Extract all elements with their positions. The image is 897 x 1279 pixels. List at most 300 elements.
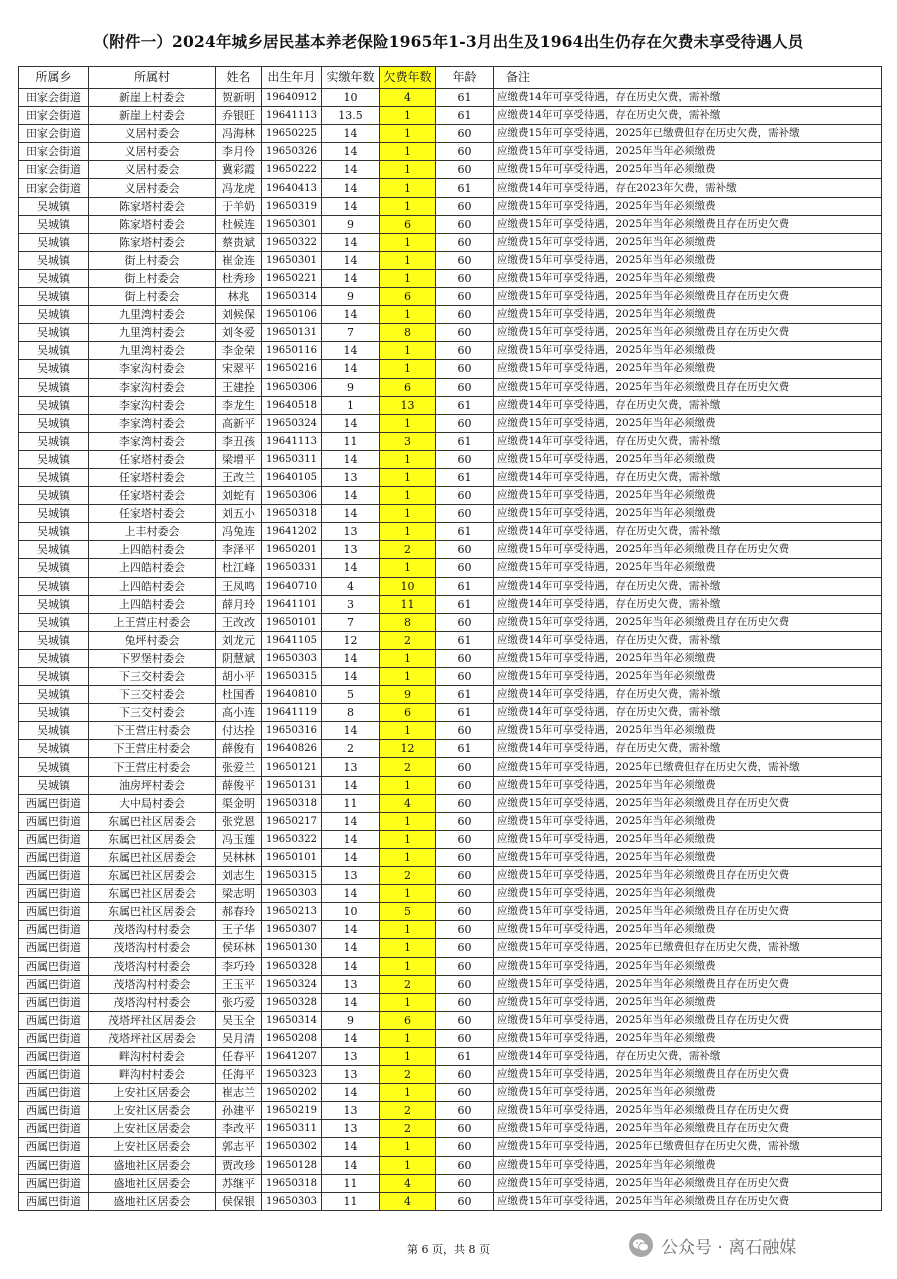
cell-arrears-years: 1 [380, 848, 436, 866]
cell-name: 阴慧斌 [216, 649, 262, 667]
cell-arrears-years: 1 [380, 722, 436, 740]
cell-remarks: 应缴费14年可享受待遇，存在历史欠费，需补缴 [494, 468, 882, 486]
cell-township: 吴城镇 [19, 505, 89, 523]
cell-arrears-years: 1 [380, 233, 436, 251]
cell-age: 61 [436, 89, 494, 107]
cell-age: 60 [436, 360, 494, 378]
cell-paid-years: 1 [322, 396, 380, 414]
cell-name: 刘候保 [216, 306, 262, 324]
cell-arrears-years: 1 [380, 468, 436, 486]
cell-township: 西属巴街道 [19, 1120, 89, 1138]
cell-birth-date: 19640518 [262, 396, 322, 414]
cell-township: 吴城镇 [19, 324, 89, 342]
cell-township: 西属巴街道 [19, 794, 89, 812]
cell-name: 梁志明 [216, 885, 262, 903]
cell-remarks: 应缴费15年可享受待遇，2025年当年必须缴费且存在历史欠费 [494, 541, 882, 559]
cell-village: 任家塔村委会 [89, 450, 216, 468]
cell-village: 陈家塔村委会 [89, 215, 216, 233]
cell-remarks: 应缴费15年可享受待遇，2025年当年必须缴费 [494, 233, 882, 251]
header-township: 所属乡 [19, 67, 89, 89]
cell-name: 李月伶 [216, 143, 262, 161]
cell-village: 上丰村委会 [89, 523, 216, 541]
cell-paid-years: 14 [322, 993, 380, 1011]
cell-arrears-years: 2 [380, 1120, 436, 1138]
cell-paid-years: 14 [322, 1084, 380, 1102]
cell-age: 61 [436, 468, 494, 486]
cell-name: 王改改 [216, 613, 262, 631]
cell-arrears-years: 1 [380, 1138, 436, 1156]
table-row [19, 921, 882, 939]
cell-name: 林兆 [216, 288, 262, 306]
table-row [19, 269, 882, 287]
table-row [19, 360, 882, 378]
cell-age: 60 [436, 306, 494, 324]
cell-paid-years: 14 [322, 179, 380, 197]
cell-village: 李家湾村委会 [89, 414, 216, 432]
cell-village: 李家沟村委会 [89, 396, 216, 414]
cell-paid-years: 11 [322, 1174, 380, 1192]
cell-age: 60 [436, 233, 494, 251]
cell-remarks: 应缴费15年可享受待遇，2025年当年必须缴费且存在历史欠费 [494, 1066, 882, 1084]
cell-paid-years: 8 [322, 704, 380, 722]
cell-village: 东属巴社区居委会 [89, 867, 216, 885]
cell-name: 杜国香 [216, 686, 262, 704]
cell-paid-years: 13 [322, 541, 380, 559]
cell-remarks: 应缴费15年可享受待遇，2025年当年必须缴费 [494, 957, 882, 975]
table-row [19, 668, 882, 686]
cell-birth-date: 19650322 [262, 830, 322, 848]
cell-township: 吴城镇 [19, 740, 89, 758]
cell-township: 吴城镇 [19, 288, 89, 306]
table-row [19, 1047, 882, 1065]
table-row [19, 143, 882, 161]
cell-name: 王子华 [216, 921, 262, 939]
cell-arrears-years: 1 [380, 306, 436, 324]
table-row [19, 649, 882, 667]
cell-paid-years: 14 [322, 1156, 380, 1174]
cell-birth-date: 19650322 [262, 233, 322, 251]
cell-birth-date: 19650318 [262, 1174, 322, 1192]
table-row [19, 378, 882, 396]
cell-township: 西属巴街道 [19, 1138, 89, 1156]
cell-age: 60 [436, 848, 494, 866]
cell-arrears-years: 5 [380, 903, 436, 921]
cell-name: 冯玉莲 [216, 830, 262, 848]
wechat-icon [628, 1232, 654, 1258]
cell-age: 61 [436, 523, 494, 541]
cell-township: 吴城镇 [19, 668, 89, 686]
cell-village: 下罗堡村委会 [89, 649, 216, 667]
cell-remarks: 应缴费15年可享受待遇，2025年当年必须缴费 [494, 414, 882, 432]
cell-age: 60 [436, 830, 494, 848]
cell-age: 60 [436, 1066, 494, 1084]
cell-village: 茂塔沟村村委会 [89, 939, 216, 957]
cell-arrears-years: 6 [380, 288, 436, 306]
table-row [19, 342, 882, 360]
cell-age: 60 [436, 197, 494, 215]
cell-age: 60 [436, 541, 494, 559]
cell-birth-date: 19640826 [262, 740, 322, 758]
cell-birth-date: 19640105 [262, 468, 322, 486]
watermark [628, 1232, 796, 1258]
cell-paid-years: 14 [322, 360, 380, 378]
table-row [19, 577, 882, 595]
cell-township: 西属巴街道 [19, 957, 89, 975]
cell-paid-years: 14 [322, 939, 380, 957]
cell-age: 60 [436, 921, 494, 939]
cell-village: 李家湾村委会 [89, 432, 216, 450]
cell-remarks: 应缴费14年可享受待遇，存在历史欠费，需补缴 [494, 396, 882, 414]
table-row [19, 541, 882, 559]
cell-arrears-years: 1 [380, 668, 436, 686]
table-row [19, 867, 882, 885]
table-row [19, 306, 882, 324]
cell-name: 王建拴 [216, 378, 262, 396]
cell-name: 冯龙虎 [216, 179, 262, 197]
cell-remarks: 应缴费15年可享受待遇，2025年当年必须缴费 [494, 1029, 882, 1047]
cell-arrears-years: 1 [380, 1047, 436, 1065]
cell-village: 茂塔沟村村委会 [89, 993, 216, 1011]
cell-village: 大中局村委会 [89, 794, 216, 812]
cell-paid-years: 14 [322, 848, 380, 866]
cell-age: 61 [436, 686, 494, 704]
cell-age: 60 [436, 993, 494, 1011]
cell-township: 吴城镇 [19, 686, 89, 704]
cell-remarks: 应缴费14年可享受待遇，存在历史欠费，需补缴 [494, 523, 882, 541]
cell-village: 上四皓村委会 [89, 541, 216, 559]
cell-name: 王玉平 [216, 975, 262, 993]
cell-paid-years: 14 [322, 487, 380, 505]
cell-name: 乔银旺 [216, 107, 262, 125]
cell-age: 60 [436, 1102, 494, 1120]
cell-birth-date: 19650116 [262, 342, 322, 360]
cell-birth-date: 19650324 [262, 975, 322, 993]
cell-remarks: 应缴费14年可享受待遇，存在历史欠费，需补缴 [494, 740, 882, 758]
cell-remarks: 应缴费15年可享受待遇，2025年当年必须缴费 [494, 269, 882, 287]
cell-village: 茂塔沟村村委会 [89, 921, 216, 939]
cell-township: 西属巴街道 [19, 1011, 89, 1029]
cell-village: 下王营庄村委会 [89, 758, 216, 776]
cell-birth-date: 19650326 [262, 143, 322, 161]
cell-paid-years: 13 [322, 468, 380, 486]
cell-township: 田家会街道 [19, 89, 89, 107]
cell-arrears-years: 11 [380, 595, 436, 613]
cell-arrears-years: 1 [380, 107, 436, 125]
cell-village: 盛地社区居委会 [89, 1192, 216, 1210]
cell-birth-date: 19650324 [262, 414, 322, 432]
cell-paid-years: 14 [322, 830, 380, 848]
cell-age: 60 [436, 758, 494, 776]
cell-township: 吴城镇 [19, 541, 89, 559]
header-arrears-years: 欠费年数 [380, 67, 436, 89]
table-row [19, 1011, 882, 1029]
cell-age: 60 [436, 613, 494, 631]
header-name: 姓名 [216, 67, 262, 89]
cell-village: 任家塔村委会 [89, 468, 216, 486]
cell-township: 西属巴街道 [19, 848, 89, 866]
cell-birth-date: 19650314 [262, 1011, 322, 1029]
cell-age: 60 [436, 1156, 494, 1174]
cell-name: 李丑孩 [216, 432, 262, 450]
cell-remarks: 应缴费15年可享受待遇，2025年当年必须缴费 [494, 921, 882, 939]
cell-age: 60 [436, 559, 494, 577]
cell-arrears-years: 3 [380, 432, 436, 450]
cell-age: 60 [436, 722, 494, 740]
cell-birth-date: 19650302 [262, 1138, 322, 1156]
cell-age: 60 [436, 1192, 494, 1210]
cell-age: 60 [436, 143, 494, 161]
cell-township: 吴城镇 [19, 269, 89, 287]
cell-remarks: 应缴费15年可享受待遇，2025年当年必须缴费 [494, 812, 882, 830]
cell-birth-date: 19640912 [262, 89, 322, 107]
cell-arrears-years: 1 [380, 776, 436, 794]
cell-name: 刘冬爱 [216, 324, 262, 342]
cell-township: 西属巴街道 [19, 1029, 89, 1047]
cell-paid-years: 11 [322, 1192, 380, 1210]
cell-birth-date: 19650301 [262, 215, 322, 233]
cell-arrears-years: 2 [380, 975, 436, 993]
cell-paid-years: 14 [322, 921, 380, 939]
cell-village: 盛地社区居委会 [89, 1174, 216, 1192]
table-row [19, 523, 882, 541]
cell-name: 刘蛇有 [216, 487, 262, 505]
cell-paid-years: 14 [322, 812, 380, 830]
cell-village: 上四皓村委会 [89, 595, 216, 613]
cell-birth-date: 19650106 [262, 306, 322, 324]
table-row [19, 450, 882, 468]
data-table [18, 66, 882, 1211]
table-row [19, 939, 882, 957]
cell-paid-years: 14 [322, 233, 380, 251]
cell-paid-years: 14 [322, 269, 380, 287]
cell-arrears-years: 4 [380, 1174, 436, 1192]
cell-remarks: 应缴费14年可享受待遇，存在历史欠费，需补缴 [494, 595, 882, 613]
cell-birth-date: 19650318 [262, 505, 322, 523]
cell-arrears-years: 8 [380, 613, 436, 631]
cell-arrears-years: 1 [380, 1156, 436, 1174]
cell-arrears-years: 1 [380, 1029, 436, 1047]
cell-arrears-years: 1 [380, 921, 436, 939]
cell-village: 东属巴社区居委会 [89, 903, 216, 921]
cell-remarks: 应缴费15年可享受待遇，2025年当年必须缴费 [494, 487, 882, 505]
header-remarks: 备注 [494, 67, 882, 89]
cell-remarks: 应缴费15年可享受待遇，2025年已缴费但存在历史欠费，需补缴 [494, 1138, 882, 1156]
cell-village: 陈家塔村委会 [89, 197, 216, 215]
cell-age: 60 [436, 1120, 494, 1138]
cell-remarks: 应缴费15年可享受待遇，2025年当年必须缴费且存在历史欠费 [494, 975, 882, 993]
cell-name: 李改平 [216, 1120, 262, 1138]
cell-birth-date: 19650208 [262, 1029, 322, 1047]
cell-paid-years: 10 [322, 89, 380, 107]
cell-village: 东属巴社区居委会 [89, 830, 216, 848]
table-row [19, 848, 882, 866]
cell-remarks: 应缴费15年可享受待遇，2025年当年必须缴费且存在历史欠费 [494, 903, 882, 921]
cell-birth-date: 19650318 [262, 794, 322, 812]
cell-arrears-years: 2 [380, 631, 436, 649]
cell-arrears-years: 1 [380, 251, 436, 269]
cell-arrears-years: 1 [380, 830, 436, 848]
cell-birth-date: 19650307 [262, 921, 322, 939]
table-row [19, 125, 882, 143]
cell-township: 田家会街道 [19, 125, 89, 143]
cell-paid-years: 14 [322, 668, 380, 686]
cell-village: 茂塔坪社区居委会 [89, 1029, 216, 1047]
cell-township: 吴城镇 [19, 704, 89, 722]
cell-arrears-years: 1 [380, 885, 436, 903]
cell-name: 李泽平 [216, 541, 262, 559]
cell-name: 胡小平 [216, 668, 262, 686]
cell-birth-date: 19641113 [262, 107, 322, 125]
cell-name: 薛俊有 [216, 740, 262, 758]
cell-age: 60 [436, 1011, 494, 1029]
table-row [19, 830, 882, 848]
table-row [19, 1066, 882, 1084]
cell-village: 上四皓村委会 [89, 577, 216, 595]
cell-name: 吴月清 [216, 1029, 262, 1047]
cell-village: 上安社区居委会 [89, 1120, 216, 1138]
cell-township: 西属巴街道 [19, 921, 89, 939]
table-row [19, 197, 882, 215]
cell-arrears-years: 1 [380, 143, 436, 161]
cell-remarks: 应缴费14年可享受待遇，存在历史欠费，需补缴 [494, 631, 882, 649]
cell-arrears-years: 4 [380, 89, 436, 107]
cell-village: 九里湾村委会 [89, 306, 216, 324]
cell-name: 高新平 [216, 414, 262, 432]
cell-name: 李巧玲 [216, 957, 262, 975]
table-row [19, 161, 882, 179]
cell-township: 吴城镇 [19, 378, 89, 396]
cell-remarks: 应缴费15年可享受待遇，2025年当年必须缴费 [494, 342, 882, 360]
table-row [19, 559, 882, 577]
cell-paid-years: 9 [322, 378, 380, 396]
cell-name: 贺新明 [216, 89, 262, 107]
cell-name: 于羊奶 [216, 197, 262, 215]
cell-age: 60 [436, 1084, 494, 1102]
cell-township: 吴城镇 [19, 396, 89, 414]
cell-remarks: 应缴费14年可享受待遇，存在历史欠费，需补缴 [494, 1047, 882, 1065]
cell-remarks: 应缴费14年可享受待遇，存在历史欠费，需补缴 [494, 577, 882, 595]
cell-birth-date: 19650323 [262, 1066, 322, 1084]
cell-village: 任家塔村委会 [89, 505, 216, 523]
cell-paid-years: 7 [322, 613, 380, 631]
cell-township: 西属巴街道 [19, 885, 89, 903]
cell-paid-years: 14 [322, 143, 380, 161]
cell-paid-years: 14 [322, 505, 380, 523]
cell-name: 刘五小 [216, 505, 262, 523]
cell-arrears-years: 2 [380, 1102, 436, 1120]
cell-paid-years: 3 [322, 595, 380, 613]
cell-township: 吴城镇 [19, 450, 89, 468]
cell-arrears-years: 6 [380, 704, 436, 722]
cell-name: 薛月玲 [216, 595, 262, 613]
cell-arrears-years: 1 [380, 450, 436, 468]
cell-township: 吴城镇 [19, 306, 89, 324]
cell-name: 冯海林 [216, 125, 262, 143]
cell-township: 吴城镇 [19, 468, 89, 486]
cell-paid-years: 14 [322, 197, 380, 215]
cell-arrears-years: 1 [380, 161, 436, 179]
cell-village: 街上村委会 [89, 269, 216, 287]
table-header-row [19, 67, 882, 89]
cell-remarks: 应缴费15年可享受待遇，2025年当年必须缴费 [494, 1084, 882, 1102]
cell-paid-years: 13 [322, 1102, 380, 1120]
cell-name: 李龙生 [216, 396, 262, 414]
table-row [19, 233, 882, 251]
cell-name: 付达拴 [216, 722, 262, 740]
table-row [19, 722, 882, 740]
cell-name: 孙建平 [216, 1102, 262, 1120]
cell-village: 上安社区居委会 [89, 1138, 216, 1156]
cell-township: 西属巴街道 [19, 867, 89, 885]
cell-paid-years: 2 [322, 740, 380, 758]
table-row [19, 251, 882, 269]
cell-paid-years: 14 [322, 161, 380, 179]
cell-township: 西属巴街道 [19, 993, 89, 1011]
cell-birth-date: 19650319 [262, 197, 322, 215]
cell-age: 60 [436, 269, 494, 287]
cell-birth-date: 19640413 [262, 179, 322, 197]
cell-village: 义居村委会 [89, 179, 216, 197]
cell-arrears-years: 1 [380, 487, 436, 505]
cell-name: 崔志兰 [216, 1084, 262, 1102]
cell-arrears-years: 1 [380, 342, 436, 360]
cell-township: 西属巴街道 [19, 939, 89, 957]
table-row [19, 758, 882, 776]
cell-birth-date: 19650219 [262, 1102, 322, 1120]
document-title: （附件一）2024年城乡居民基本养老保险1965年1-3月出生及1964出生仍存在欠费未享受待遇人员 [93, 32, 804, 51]
cell-birth-date: 19650131 [262, 776, 322, 794]
cell-age: 61 [436, 107, 494, 125]
cell-age: 60 [436, 903, 494, 921]
cell-paid-years: 13 [322, 1047, 380, 1065]
table-row [19, 794, 882, 812]
table-row [19, 432, 882, 450]
cell-birth-date: 19650222 [262, 161, 322, 179]
cell-paid-years: 13 [322, 975, 380, 993]
cell-remarks: 应缴费15年可享受待遇，2025年当年必须缴费 [494, 776, 882, 794]
cell-village: 畔沟村村委会 [89, 1047, 216, 1065]
cell-village: 街上村委会 [89, 288, 216, 306]
cell-birth-date: 19650306 [262, 487, 322, 505]
cell-name: 蔡贵斌 [216, 233, 262, 251]
cell-birth-date: 19650225 [262, 125, 322, 143]
header-age: 年龄 [436, 67, 494, 89]
cell-age: 60 [436, 885, 494, 903]
cell-township: 田家会街道 [19, 161, 89, 179]
cell-birth-date: 19650303 [262, 649, 322, 667]
cell-name: 王凤鸣 [216, 577, 262, 595]
cell-birth-date: 19650328 [262, 993, 322, 1011]
cell-name: 崔金连 [216, 251, 262, 269]
cell-birth-date: 19650301 [262, 251, 322, 269]
cell-remarks: 应缴费15年可享受待遇，2025年当年必须缴费且存在历史欠费 [494, 215, 882, 233]
cell-township: 西属巴街道 [19, 1102, 89, 1120]
cell-paid-years: 11 [322, 432, 380, 450]
header-birth-date: 出生年月 [262, 67, 322, 89]
cell-township: 西属巴街道 [19, 1156, 89, 1174]
cell-birth-date: 19650130 [262, 939, 322, 957]
cell-birth-date: 19650315 [262, 668, 322, 686]
cell-paid-years: 12 [322, 631, 380, 649]
cell-paid-years: 14 [322, 885, 380, 903]
cell-village: 任家塔村委会 [89, 487, 216, 505]
cell-paid-years: 14 [322, 1138, 380, 1156]
cell-arrears-years: 1 [380, 649, 436, 667]
cell-name: 刘龙元 [216, 631, 262, 649]
cell-birth-date: 19650315 [262, 867, 322, 885]
cell-age: 61 [436, 577, 494, 595]
cell-arrears-years: 1 [380, 957, 436, 975]
